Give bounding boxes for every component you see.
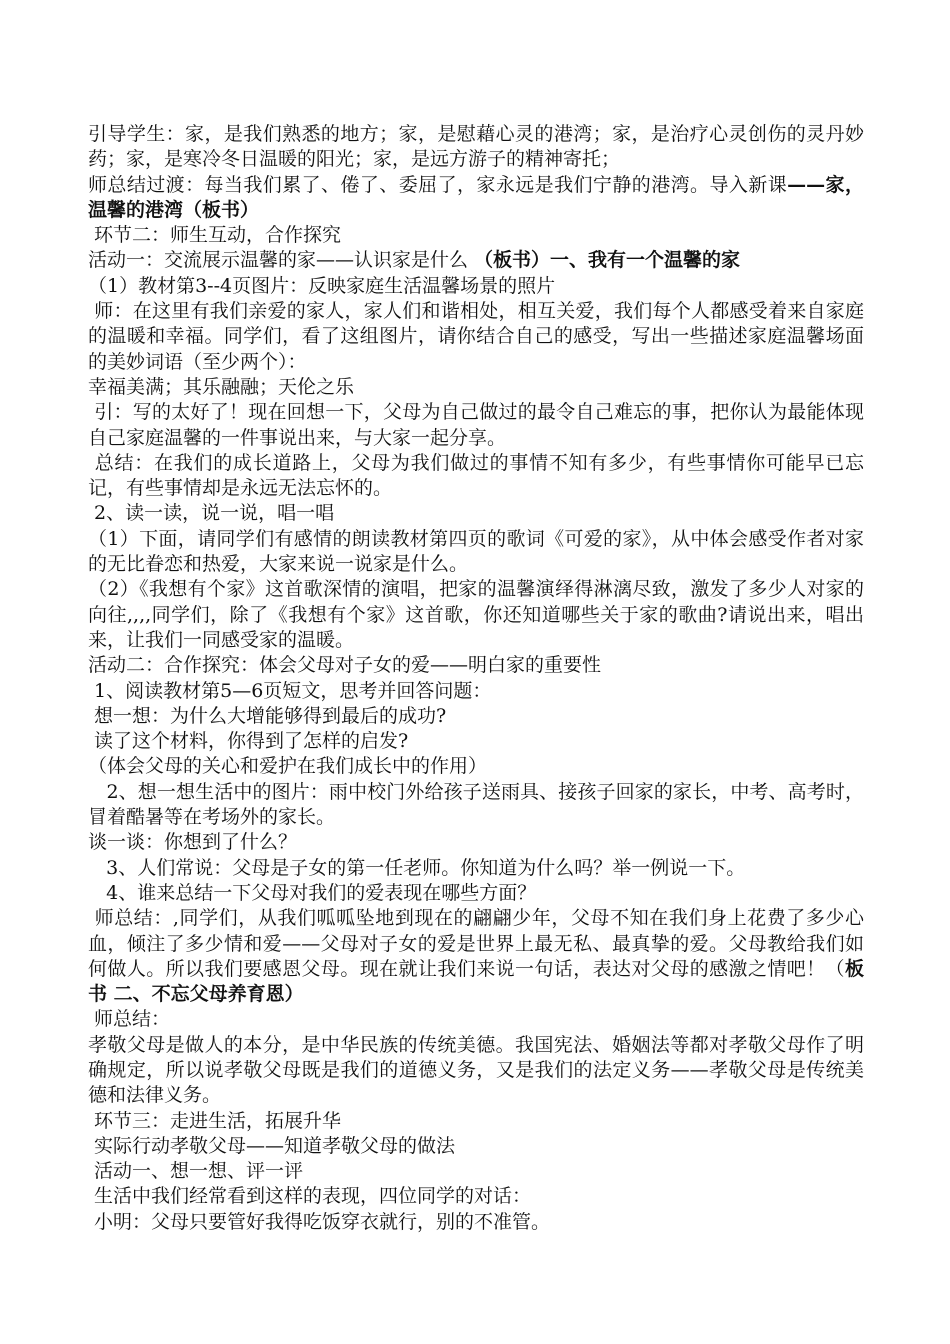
- paragraph: （体会父母的关心和爱护在我们成长中的作用）: [88, 755, 488, 778]
- paragraph: 小明：父母只要管好我得吃饭穿衣就行，别的不准管。: [88, 1210, 551, 1233]
- document-body: [88, 122, 864, 1235]
- paragraph: 实际行动孝敬父母——知道孝敬父母的做法: [88, 1134, 456, 1157]
- paragraph: 活动一、想一想、评一评: [88, 1160, 304, 1183]
- paragraph: （1）下面，请同学们有感情的朗读教材第四页的歌词《可爱的家》，从中体会感受作者对家的无比眷恋和热爱，大家来说一说家是什么。: [88, 527, 864, 576]
- paragraph: 想一想：为什么大增能够得到最后的成功?: [88, 704, 447, 727]
- board-note: ——家，温馨的港湾（板书）: [88, 173, 864, 221]
- paragraph: 谈一谈：你想到了什么？: [88, 831, 298, 854]
- paragraph: 1、阅读教材第5—6页短文，思考并回答问题：: [88, 679, 492, 702]
- paragraph: （2）《我想有个家》这首歌深情的演唱，把家的温馨演绎得淋漓尽致，激发了多少人对家的向往,,,,同学们，除了《我想有个家》这首歌，你还知道哪些关于家的歌曲?请说出来，唱出来，让我们一同感受家的温暖。: [88, 578, 864, 651]
- board-note: （板书）一、我有一个温馨的家: [474, 249, 741, 272]
- paragraph: 师总结：,同学们，从我们呱呱坠地到现在的翩翩少年，父母不知在我们身上花费了多少心血，倾注了多少情和爱——父母对子女的爱是世界上最无私、最真挚的爱。父母教给我们如何做人。所以我们要感恩父母。现在就让我们来说一句话，表达对父母的感激之情吧！（板书 二、不忘父母养育恩）: [88, 907, 865, 1006]
- paragraph: 生活中我们经常看到这样的表现，四位同学的对话：: [88, 1185, 532, 1208]
- paragraph: 活动二：合作探究：体会父母对子女的爱——明白家的重要性: [88, 654, 602, 677]
- board-note: 板书 二、不忘父母养育恩）: [88, 957, 864, 1006]
- paragraph: 3、人们常说：父母是子女的第一任老师。你知道为什么吗？举一例说一下。: [88, 856, 746, 879]
- paragraph: 师：在这里有我们亲爱的家人，家人们和谐相处，相互关爱，我们每个人都感受着来自家庭的温暖和幸福。同学们，看了这组图片，请你结合自己的感受，写出一些描述家庭温馨场面的美妙词语（至少两个）：: [88, 300, 864, 373]
- section-heading: 环节三：走进生活，拓展升华: [88, 1109, 342, 1132]
- paragraph: 引导学生：家，是我们熟悉的地方；家，是慰藉心灵的港湾；家，是治疗心灵创伤的灵丹妙药；家，是寒冷冬日温暖的阳光；家，是远方游子的精神寄托；: [88, 123, 864, 171]
- paragraph: （1）教材第3--4页图片：反映家庭生活温馨场景的照片: [88, 274, 556, 297]
- paragraph: 2、想一想生活中的图片：雨中校门外给孩子送雨具、接孩子回家的家长，中考、高考时，冒着酷暑等在考场外的家长。: [88, 780, 864, 829]
- paragraph: 4、谁来总结一下父母对我们的爱表现在哪些方面？: [88, 881, 537, 904]
- paragraph: 活动一：交流展示温馨的家——认识家是什么 （板书）一、我有一个温馨的家: [88, 249, 741, 272]
- paragraph: 师总结过渡：每当我们累了、倦了、委屈了，家永远是我们宁静的港湾。导入新课——家，温馨的港湾（板书）: [88, 173, 864, 221]
- paragraph: 2、读一读，说一说，唱一唱: [88, 502, 335, 525]
- paragraph: 总结：在我们的成长道路上，父母为我们做过的事情不知有多少，有些事情你可能早已忘记，有些事情却是永远无法忘怀的。: [88, 451, 864, 500]
- paragraph: 幸福美满；其乐融融；天伦之乐: [88, 375, 355, 398]
- paragraph: 师总结：: [88, 1008, 171, 1031]
- paragraph: 孝敬父母是做人的本分，是中华民族的传统美德。我国宪法、婚姻法等都对孝敬父母作了明确规定，所以说孝敬父母既是我们的道德义务，又是我们的法定义务——孝敬父母是传统美德和法律义务。: [88, 1033, 864, 1107]
- section-heading: 环节二：师生互动，合作探究: [88, 224, 342, 247]
- paragraph: 引：写的太好了！现在回想一下，父母为自己做过的最令自己难忘的事，把你认为最能体现自己家庭温馨的一件事说出来，与大家一起分享。: [88, 401, 864, 449]
- paragraph: 读了这个材料，你得到了怎样的启发?: [88, 730, 409, 753]
